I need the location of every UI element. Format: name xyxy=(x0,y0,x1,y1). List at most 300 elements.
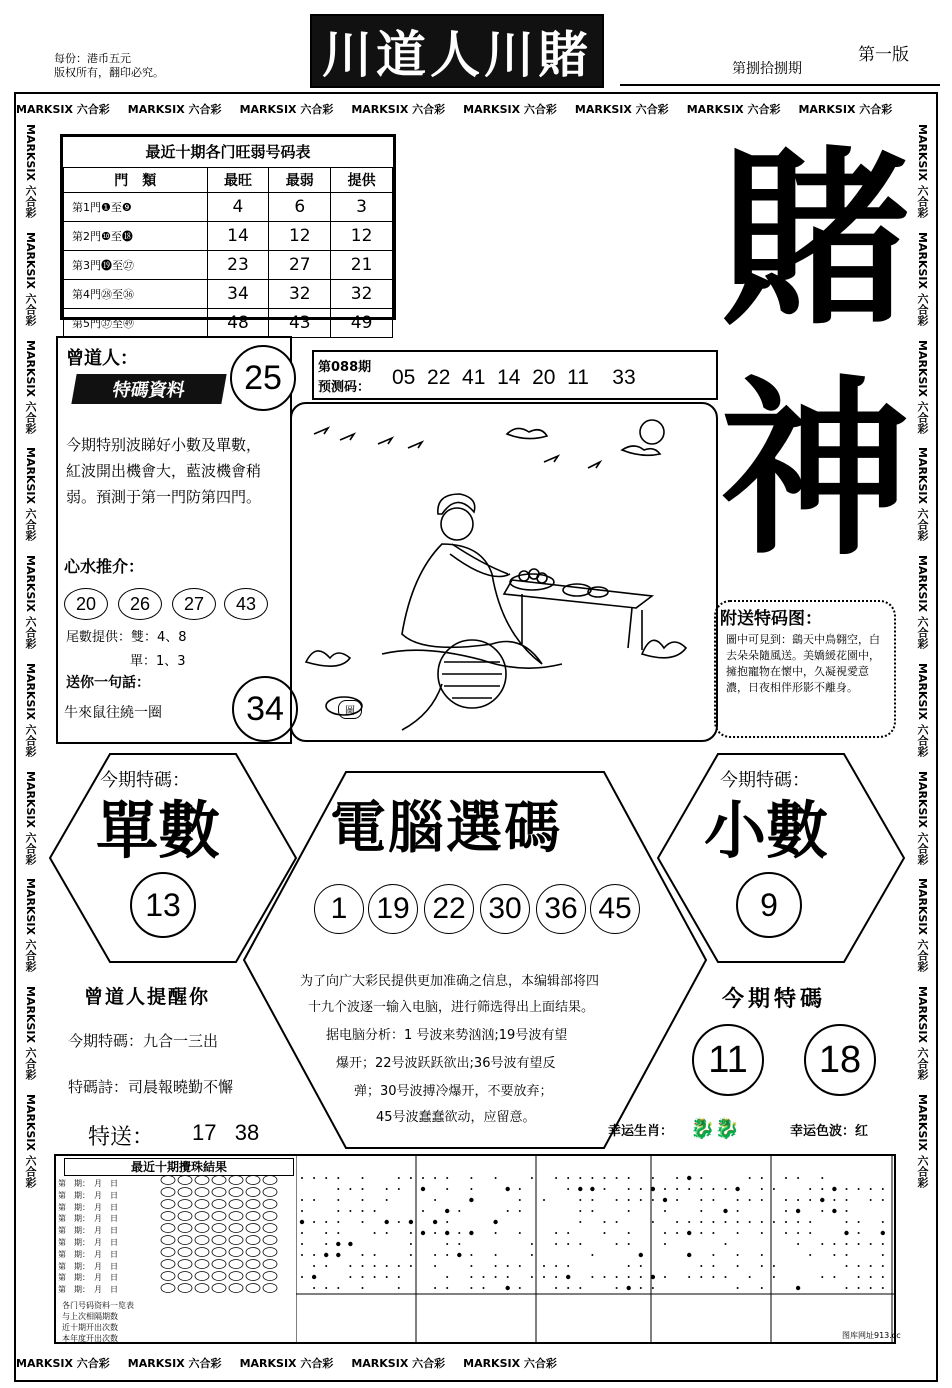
grid-dot xyxy=(567,1177,569,1179)
grid-dot xyxy=(604,1221,606,1223)
grid-dot xyxy=(555,1243,557,1245)
grid-dot xyxy=(858,1221,860,1223)
ball-oval xyxy=(246,1248,260,1257)
grid-dot xyxy=(846,1254,848,1256)
grid-dot xyxy=(567,1287,569,1289)
grid-dot xyxy=(737,1199,739,1201)
grid-dot xyxy=(421,1187,425,1191)
grid-dot xyxy=(761,1188,763,1190)
grid-dot xyxy=(712,1276,714,1278)
grid-dot xyxy=(785,1177,787,1179)
grid-dot xyxy=(421,1231,425,1235)
grid-dot xyxy=(870,1287,872,1289)
grid-dot xyxy=(519,1232,521,1234)
ball-oval xyxy=(212,1284,226,1293)
ball-oval xyxy=(263,1212,277,1221)
grid-dot xyxy=(832,1187,836,1191)
grid-dot xyxy=(882,1265,884,1267)
ball-oval xyxy=(263,1260,277,1269)
grid-dot xyxy=(301,1254,303,1256)
ball-oval xyxy=(263,1272,277,1281)
grid-dot xyxy=(700,1232,702,1234)
tail-numbers-single: 單：1、3 xyxy=(130,654,186,669)
grid-dot xyxy=(555,1287,557,1289)
ball-oval xyxy=(229,1176,243,1185)
grid-dot xyxy=(519,1199,521,1201)
grid-dot xyxy=(483,1276,485,1278)
ball-oval xyxy=(246,1212,260,1221)
grid-dot xyxy=(386,1199,388,1201)
price-line: 每份：港币五元 xyxy=(54,52,131,65)
grid-dot xyxy=(882,1199,884,1201)
table-header: 最旺 xyxy=(207,168,269,193)
grid-dot xyxy=(458,1210,460,1212)
ball-oval xyxy=(161,1188,175,1197)
grid-dot xyxy=(821,1188,823,1190)
grid-dot xyxy=(737,1287,739,1289)
right-special-number: 11 xyxy=(692,1024,764,1096)
computer-pick-title: 電腦選碼 xyxy=(330,795,562,861)
computer-pick-desc: 爆开；22号波跃跃欲出;36号波有望反 xyxy=(336,1056,556,1071)
grid-dot xyxy=(881,1231,885,1235)
table-row: 第3門⓳至㉗ 23 27 21 xyxy=(64,251,393,280)
grid-dot xyxy=(712,1254,714,1256)
grid-dot xyxy=(773,1265,775,1267)
grid-dot xyxy=(737,1221,739,1223)
computer-pick-desc: 十九个波逐一输入电脑，进行筛选得出上面结果。 xyxy=(308,1000,595,1015)
send-label: 特送： xyxy=(88,1125,155,1150)
grid-dot xyxy=(398,1287,400,1289)
grid-dot xyxy=(458,1232,460,1234)
table-header: 門 類 xyxy=(64,168,208,193)
circle-number-top: 25 xyxy=(230,345,296,411)
grid-dot xyxy=(555,1177,557,1179)
phrase-text: 牛來鼠往繞一圈 xyxy=(64,705,162,721)
grid-dot xyxy=(833,1199,835,1201)
ball-oval xyxy=(246,1176,260,1185)
grid-dot xyxy=(337,1177,339,1179)
results-ball-ovals xyxy=(160,1174,298,1298)
ball-oval xyxy=(161,1248,175,1257)
grid-dot xyxy=(723,1209,727,1213)
grid-dot xyxy=(410,1177,412,1179)
seal-stamp: 圖 xyxy=(338,700,362,719)
side-note-title: 附送特码图： xyxy=(720,609,822,629)
grid-dot xyxy=(362,1287,364,1289)
grid-dot xyxy=(651,1187,655,1191)
grid-dot xyxy=(616,1199,618,1201)
grid-dot xyxy=(362,1188,364,1190)
ball-oval xyxy=(212,1176,226,1185)
grid-dot xyxy=(712,1199,714,1201)
ball-oval xyxy=(263,1188,277,1197)
ball-oval xyxy=(212,1212,226,1221)
grid-dot xyxy=(604,1177,606,1179)
grid-dot xyxy=(410,1265,412,1267)
grid-dot xyxy=(785,1210,787,1212)
grid-dot xyxy=(410,1243,412,1245)
grid-dot xyxy=(398,1276,400,1278)
grid-dot xyxy=(409,1220,413,1224)
grid-dot xyxy=(833,1243,835,1245)
grid-dot xyxy=(652,1287,654,1289)
grid-dot xyxy=(470,1276,472,1278)
grid-dot xyxy=(579,1221,581,1223)
grid-dot xyxy=(832,1209,836,1213)
ball-oval xyxy=(195,1272,209,1281)
grid-dot xyxy=(833,1254,835,1256)
grid-dot xyxy=(700,1210,702,1212)
tail-numbers-double: 尾數提供：雙：4、8 xyxy=(66,630,187,645)
grid-dot xyxy=(579,1210,581,1212)
grid-dot xyxy=(519,1265,521,1267)
strong-weak-table xyxy=(60,134,396,333)
grid-dot xyxy=(846,1265,848,1267)
grid-dot xyxy=(313,1199,315,1201)
grid-dot xyxy=(628,1177,630,1179)
grid-dot xyxy=(616,1287,618,1289)
ball-oval xyxy=(161,1212,175,1221)
ball-oval xyxy=(161,1260,175,1269)
grid-dot xyxy=(374,1210,376,1212)
grid-dot xyxy=(325,1177,327,1179)
ball-oval xyxy=(195,1236,209,1245)
grid-dot xyxy=(761,1232,763,1234)
grid-dot xyxy=(651,1275,655,1279)
table-header: 最弱 xyxy=(269,168,331,193)
grid-dot xyxy=(700,1221,702,1223)
left-hex-big: 單數 xyxy=(96,794,221,867)
grid-dot xyxy=(809,1232,811,1234)
grid-dot xyxy=(712,1221,714,1223)
grid-dot xyxy=(809,1199,811,1201)
ball-oval xyxy=(229,1188,243,1197)
right-stripe: MARKSIX 六合彩 MARKSIX 六合彩 MARKSIX 六合彩 MARKSIX 六合彩 MARKSIX 六合彩 MARKSIX 六合彩 MARKSIX 六合彩 MARKSIX 六合彩 MARKSIX 六合彩 MARKSIX 六合彩 xyxy=(916,124,929,1188)
grid-dot xyxy=(882,1221,884,1223)
author-label: 曾道人： xyxy=(66,348,138,369)
grid-dot xyxy=(579,1243,581,1245)
grid-dot xyxy=(749,1199,751,1201)
grid-dot xyxy=(591,1199,593,1201)
pick-number: 30 xyxy=(480,884,530,934)
grid-dot xyxy=(410,1232,412,1234)
grid-dot xyxy=(676,1221,678,1223)
grid-dot xyxy=(386,1265,388,1267)
prediction-label: 预测码： xyxy=(318,380,371,395)
grid-dot xyxy=(324,1253,328,1257)
grid-dot xyxy=(797,1232,799,1234)
ball-oval xyxy=(263,1176,277,1185)
grid-dot xyxy=(374,1265,376,1267)
grid-dot xyxy=(882,1243,884,1245)
issue-number: 第捌拾捌期 xyxy=(732,61,802,77)
ball-oval xyxy=(229,1200,243,1209)
grid-dot xyxy=(846,1188,848,1190)
heart-number: 27 xyxy=(172,588,216,620)
grid-dot xyxy=(313,1254,315,1256)
grid-dot xyxy=(700,1177,702,1179)
grid-dot xyxy=(797,1221,799,1223)
heart-label: 心水推介： xyxy=(64,557,145,576)
ball-oval xyxy=(212,1224,226,1233)
grid-dot xyxy=(325,1243,327,1245)
grid-dot xyxy=(531,1243,533,1245)
grid-dot xyxy=(663,1198,667,1202)
grid-dot xyxy=(349,1188,351,1190)
grid-dot xyxy=(664,1243,666,1245)
grid-dot xyxy=(519,1287,521,1289)
grid-dot xyxy=(457,1253,461,1257)
grid-dot xyxy=(531,1254,533,1256)
ball-oval xyxy=(195,1224,209,1233)
grid-dot xyxy=(300,1220,304,1224)
grid-dot xyxy=(616,1177,618,1179)
grid-dot xyxy=(700,1276,702,1278)
grid-dot xyxy=(846,1243,848,1245)
grid-dot xyxy=(446,1254,448,1256)
grid-dot xyxy=(325,1287,327,1289)
grid-dot xyxy=(325,1232,327,1234)
grid-dot xyxy=(821,1210,823,1212)
computer-pick-desc: 据电脑分析：1 号波来势汹汹;19号波有望 xyxy=(326,1028,568,1043)
lucky-color: 幸运色波：红 xyxy=(790,1124,869,1139)
grid-dot xyxy=(749,1221,751,1223)
grid-dot xyxy=(434,1232,436,1234)
copyright-line: 版权所有，翻印必究。 xyxy=(54,66,164,79)
grid-dot xyxy=(543,1199,545,1201)
grid-dot xyxy=(773,1188,775,1190)
grid-dot xyxy=(797,1177,799,1179)
grid-dot xyxy=(469,1231,473,1235)
grid-dot xyxy=(761,1287,763,1289)
grid-dot xyxy=(483,1287,485,1289)
grid-dot xyxy=(712,1188,714,1190)
grid-dot xyxy=(519,1188,521,1190)
grid-dot xyxy=(590,1187,594,1191)
grid-dot xyxy=(507,1265,509,1267)
ball-oval xyxy=(263,1236,277,1245)
right-hex-big: 小數 xyxy=(704,794,829,867)
grid-dot xyxy=(579,1199,581,1201)
grid-dot xyxy=(567,1232,569,1234)
ball-oval xyxy=(246,1272,260,1281)
grid-dot xyxy=(882,1276,884,1278)
ball-oval xyxy=(263,1224,277,1233)
grid-dot xyxy=(882,1188,884,1190)
heart-number: 26 xyxy=(118,588,162,620)
ball-oval xyxy=(212,1236,226,1245)
results-period-list: 第 期： 月 日 第 期： 月 日 第 期： 月 日 第 期： 月 日 第 期： 月 日 第 期： 月 日 第 期： 月 日 第 期： 月 日 第 期： 月 日 第 期： 月 日 xyxy=(58,1179,118,1295)
grid-dot xyxy=(761,1254,763,1256)
grid-dot xyxy=(639,1253,643,1257)
grid-dot xyxy=(555,1232,557,1234)
ball-oval xyxy=(246,1224,260,1233)
grid-dot xyxy=(313,1265,315,1267)
phrase-label: 送你一句話： xyxy=(66,675,150,691)
ball-oval xyxy=(229,1260,243,1269)
ball-oval xyxy=(246,1188,260,1197)
grid-dot xyxy=(628,1276,630,1278)
grid-dot xyxy=(591,1254,593,1256)
grid-dot xyxy=(761,1177,763,1179)
grid-dot xyxy=(446,1276,448,1278)
grid-dot xyxy=(519,1210,521,1212)
grid-dot xyxy=(337,1188,339,1190)
grid-dot xyxy=(725,1276,727,1278)
grid-dot xyxy=(312,1275,316,1279)
grid-dot xyxy=(446,1188,448,1190)
grid-dot xyxy=(796,1286,800,1290)
grid-dot xyxy=(493,1220,497,1224)
left-hex-label: 今期特碼： xyxy=(100,770,190,791)
ball-oval xyxy=(178,1248,192,1257)
grid-dot xyxy=(579,1287,581,1289)
grid-dot xyxy=(725,1243,727,1245)
ball-oval xyxy=(195,1212,209,1221)
masthead: 川道人川賭 xyxy=(310,14,604,88)
grid-dot xyxy=(821,1177,823,1179)
grid-dot xyxy=(362,1254,364,1256)
grid-dot xyxy=(446,1287,448,1289)
grid-dot xyxy=(495,1265,497,1267)
grid-dot xyxy=(313,1177,315,1179)
grid-dot xyxy=(664,1188,666,1190)
send-numbers: 17 38 xyxy=(192,1120,260,1145)
grid-dot xyxy=(761,1221,763,1223)
ball-oval xyxy=(161,1236,175,1245)
grid-dot xyxy=(495,1232,497,1234)
grid-dot xyxy=(433,1220,437,1224)
grid-dot xyxy=(687,1176,691,1180)
grid-dot xyxy=(531,1276,533,1278)
pick-number: 22 xyxy=(424,884,474,934)
grid-dot xyxy=(386,1232,388,1234)
banner: 特碼資料 xyxy=(71,374,226,404)
grid-dot xyxy=(348,1242,352,1246)
grid-dot xyxy=(422,1210,424,1212)
grid-dot xyxy=(737,1232,739,1234)
grid-dot xyxy=(616,1276,618,1278)
grid-dot xyxy=(785,1199,787,1201)
grid-dot xyxy=(846,1221,848,1223)
grid-dot xyxy=(882,1287,884,1289)
grid-dot xyxy=(398,1265,400,1267)
grid-dot xyxy=(470,1287,472,1289)
results-title: 最近十期攪珠結果 xyxy=(64,1158,294,1176)
right-hex-number: 9 xyxy=(736,872,802,938)
grid-dot xyxy=(507,1276,509,1278)
grid-dot xyxy=(700,1265,702,1267)
grid-dot xyxy=(495,1254,497,1256)
grid-dot xyxy=(325,1265,327,1267)
grid-dot xyxy=(833,1276,835,1278)
right-special-title: 今期特碼 xyxy=(722,987,827,1012)
grid-dot xyxy=(712,1232,714,1234)
grid-dot xyxy=(664,1210,666,1212)
ball-oval xyxy=(178,1272,192,1281)
grid-dot xyxy=(749,1276,751,1278)
grid-dot xyxy=(687,1253,691,1257)
pick-number: 19 xyxy=(368,884,418,934)
grid-dot xyxy=(882,1254,884,1256)
ball-oval xyxy=(178,1212,192,1221)
grid-dot xyxy=(567,1265,569,1267)
prediction-period: 第088期 xyxy=(318,360,372,375)
grid-dot xyxy=(858,1188,860,1190)
pick-number: 36 xyxy=(536,884,586,934)
grid-dot xyxy=(385,1220,389,1224)
ball-oval xyxy=(195,1188,209,1197)
grid-dot xyxy=(445,1231,449,1235)
grid-dot xyxy=(446,1221,448,1223)
grid-dot xyxy=(640,1199,642,1201)
grid-dot xyxy=(700,1188,702,1190)
grid-dot xyxy=(628,1188,630,1190)
left-stripe: MARKSIX 六合彩 MARKSIX 六合彩 MARKSIX 六合彩 MARKSIX 六合彩 MARKSIX 六合彩 MARKSIX 六合彩 MARKSIX 六合彩 MARKSIX 六合彩 MARKSIX 六合彩 MARKSIX 六合彩 xyxy=(24,124,37,1188)
grid-dot xyxy=(362,1265,364,1267)
grid-dot xyxy=(676,1188,678,1190)
grid-dot xyxy=(785,1221,787,1223)
grid-dot xyxy=(687,1231,691,1235)
table-row: 第5門㊲至㊾ 48 43 49 xyxy=(64,309,393,338)
ball-oval xyxy=(178,1284,192,1293)
grid-dot xyxy=(785,1232,787,1234)
grid-dot xyxy=(688,1221,690,1223)
grid-dot xyxy=(313,1221,315,1223)
prediction-numbers: 05 22 41 14 20 11 33 xyxy=(392,366,636,389)
grid-dot xyxy=(349,1276,351,1278)
grid-dot xyxy=(797,1243,799,1245)
results-dot-grid xyxy=(296,1156,894,1342)
ball-oval xyxy=(178,1224,192,1233)
illustration-frame xyxy=(290,402,718,742)
grid-dot xyxy=(470,1254,472,1256)
grid-dot xyxy=(809,1221,811,1223)
edition-label: 第一版 xyxy=(858,45,909,65)
grid-dot xyxy=(458,1243,460,1245)
grid-dot xyxy=(761,1265,763,1267)
grid-dot xyxy=(349,1210,351,1212)
left-hex-number: 13 xyxy=(130,872,196,938)
ball-oval xyxy=(246,1284,260,1293)
grid-dot xyxy=(470,1188,472,1190)
ball-oval xyxy=(212,1248,226,1257)
grid-dot xyxy=(434,1177,436,1179)
computer-pick-desc: 45号波蠢蠢欲动，应留意。 xyxy=(376,1110,536,1125)
grid-dot xyxy=(591,1276,593,1278)
grid-dot xyxy=(495,1276,497,1278)
pick-number: 1 xyxy=(314,884,364,934)
grid-dot xyxy=(374,1232,376,1234)
right-hex-label: 今期特碼： xyxy=(720,770,810,791)
grid-dot xyxy=(652,1199,654,1201)
grid-dot xyxy=(398,1188,400,1190)
grid-dot xyxy=(821,1243,823,1245)
grid-dot xyxy=(555,1276,557,1278)
grid-dot xyxy=(604,1188,606,1190)
grid-dot xyxy=(362,1221,364,1223)
table-row: 第2門❿至⓲ 14 12 12 xyxy=(64,222,393,251)
grid-dot xyxy=(858,1276,860,1278)
title-char-gamble: 賭 xyxy=(720,128,911,351)
grid-dot xyxy=(688,1188,690,1190)
table-header: 提供 xyxy=(331,168,393,193)
grid-dot xyxy=(628,1243,630,1245)
grid-dot xyxy=(543,1265,545,1267)
grid-dot xyxy=(749,1177,751,1179)
ball-oval xyxy=(229,1212,243,1221)
grid-dot xyxy=(712,1265,714,1267)
